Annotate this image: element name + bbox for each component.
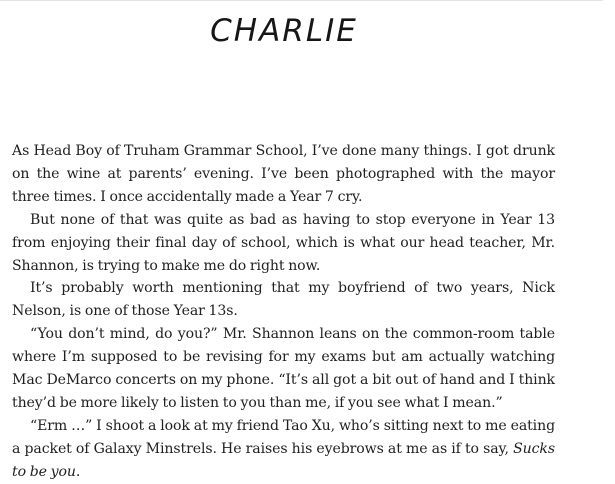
paragraph-5-end: .: [75, 463, 81, 480]
top-rule: [0, 0, 603, 1]
paragraph-5-italic: Sucks to be you: [12, 440, 555, 480]
chapter-title: CHARLIE: [210, 13, 358, 49]
chapter-body: [12, 140, 555, 484]
paragraph-5: [12, 415, 555, 484]
paragraph-5-text: “Erm …” I shoot a look at my friend Tao Xu, who’s sitting next to me eating a packet of Galaxy Minstrels. He raises his eyebrows at me as if to say,: [12, 417, 555, 457]
paragraph-2: But none of that was quite as bad as having to stop everyone in Year 13 from enjoying their final day of school, which is what our head teacher, Mr. Shannon, is trying to make me do right now.: [12, 211, 555, 274]
paragraph-3: It’s probably worth mentioning that my boyfriend of two years, Nick Nelson, is one of those Year 13s.: [12, 280, 555, 320]
paragraph-4: “You don’t mind, do you?” Mr. Shannon leans on the common-room table where I’m supposed to be revising for my exams but am actually watching Mac DeMarco concerts on my phone. “It’s all got a bit out of hand and I think they’d be more likely to listen to you than me, if you see what I mean.”: [12, 326, 555, 411]
paragraph-1: As Head Boy of Truham Grammar School, I’ve done many things. I got drunk on the wine at parents’ evening. I’ve been photographed with the mayor three times. I once accidentally made a Year 7 cry.: [12, 143, 555, 205]
